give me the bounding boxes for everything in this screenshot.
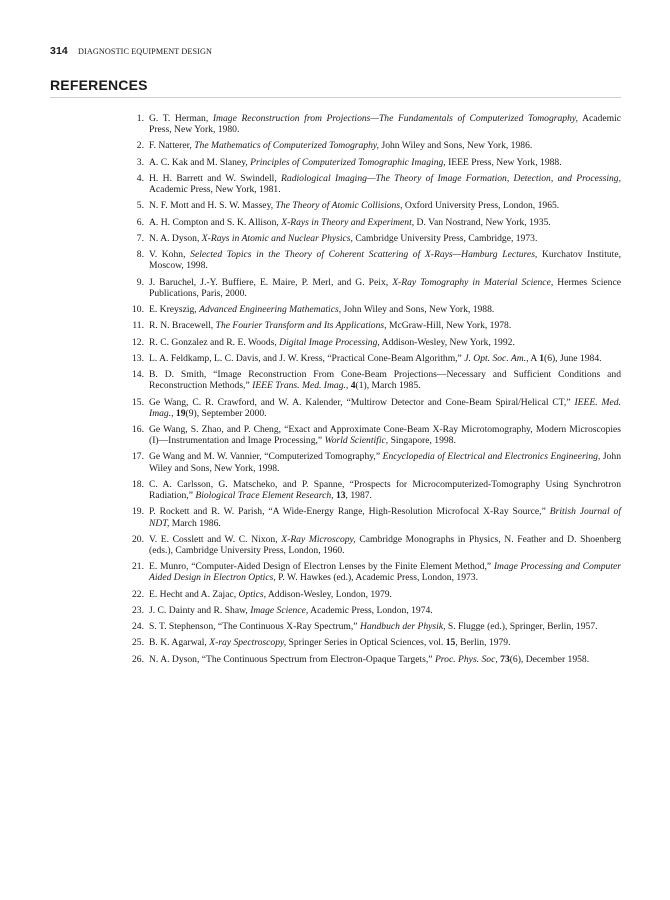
reference-number: 9. — [136, 276, 144, 288]
reference-title: X-Rays in Atomic and Nuclear Physics, — [201, 232, 353, 244]
reference-text — [149, 534, 621, 556]
reference-item — [115, 605, 621, 616]
reference-number: 20. — [132, 533, 144, 545]
reference-segment: Oxford University Press, London, 1965. — [402, 200, 560, 212]
reference-segment: Academic Press, London, 1974. — [308, 604, 433, 616]
reference-segment: D. Van Nostrand, New York, 1935. — [414, 216, 551, 228]
reference-segment: Hermes Science Publications, Paris, 2000. — [149, 276, 621, 299]
reference-text — [149, 337, 515, 348]
reference-segment: N. F. Mott and H. S. W. Massey, — [149, 200, 276, 212]
reference-title: Radiological Imaging—The Theory of Image Formation, Detection, and Processing, — [281, 172, 621, 184]
reference-title: Optics, — [238, 588, 266, 600]
reference-segment: John Wiley and Sons, New York, 1998. — [149, 451, 622, 474]
reference-text — [149, 249, 621, 271]
reference-segment: A. H. Compton and S. K. Allison, — [149, 216, 282, 228]
reference-segment: John Wiley and Sons, New York, 1986. — [379, 140, 533, 152]
reference-segment: E. Hecht and A. Zajac, — [149, 588, 239, 600]
reference-item — [115, 337, 621, 348]
reference-item — [115, 451, 621, 473]
reference-title: Handbuch der Physik, — [359, 621, 446, 633]
reference-segment: (9), September 2000. — [185, 407, 267, 419]
reference-text — [149, 113, 621, 135]
reference-item — [115, 534, 621, 556]
reference-text — [149, 353, 602, 364]
reference-item — [115, 654, 621, 665]
reference-segment: P. Rockett and R. W. Parish, “A Wide-Energy Range, High-Resolution Microfocal X-Ray Source,” — [149, 506, 550, 518]
reference-item — [115, 200, 621, 211]
reference-segment: Addison-Wesley, London, 1979. — [265, 588, 392, 600]
reference-segment: Kurchatov Institute, Moscow, 1998. — [149, 249, 622, 272]
reference-number: 7. — [136, 232, 144, 244]
reference-segment: Ge Wang and M. W. Vannier, “Computerized Tomography,” — [149, 451, 383, 463]
reference-segment: A. C. Kak and M. Slaney, — [149, 156, 251, 168]
reference-item — [115, 479, 621, 501]
reference-title: Principles of Computerized Tomographic Imaging, — [250, 156, 446, 168]
reference-number: 18. — [132, 478, 144, 490]
reference-volume: 13 — [335, 490, 346, 502]
reference-item — [115, 277, 621, 299]
reference-item — [115, 589, 621, 600]
reference-item — [115, 249, 621, 271]
reference-segment: , Berlin, 1979. — [455, 637, 511, 649]
reference-title: World Scientific, — [324, 435, 389, 447]
reference-number: 17. — [132, 451, 144, 463]
reference-title: X-Rays in Theory and Experiment, — [281, 216, 415, 228]
reference-segment: Cambridge Monographs in Physics, N. Feather and D. Shoenberg (eds.), Cambridge University Press, London, 1960. — [149, 533, 622, 556]
reference-item — [115, 233, 621, 244]
reference-title: IEEE Trans. Med. Imag., — [252, 380, 349, 392]
reference-volume: 1 — [539, 352, 544, 364]
reference-text — [149, 140, 532, 151]
reference-text — [149, 397, 621, 419]
reference-text — [149, 277, 621, 299]
running-title: DIAGNOSTIC EQUIPMENT DESIGN — [78, 47, 213, 56]
section-heading: REFERENCES — [50, 77, 148, 93]
reference-number: 8. — [136, 249, 144, 261]
reference-title: IEEE. Med. Imag., — [149, 396, 621, 419]
heading-rule — [50, 97, 621, 98]
reference-text — [149, 233, 537, 244]
reference-text — [149, 589, 392, 600]
reference-text — [149, 304, 494, 315]
reference-number: 1. — [136, 113, 144, 124]
reference-segment: E. Munro, “Computer-Aided Design of Electron Lenses by the Finite Element Method,” — [149, 561, 494, 573]
reference-segment: J. C. Dainty and R. Shaw, — [149, 604, 251, 616]
reference-text — [149, 173, 621, 195]
reference-segment: N. A. Dyson, “The Continuous Spectrum from Electron-Opaque Targets,” — [149, 653, 435, 665]
reference-number: 10. — [132, 304, 144, 316]
reference-title: British Journal of NDT, — [149, 506, 621, 529]
reference-text — [149, 451, 621, 473]
reference-list — [115, 113, 621, 670]
reference-text — [149, 157, 562, 168]
reference-segment: F. Natterer, — [149, 140, 195, 152]
reference-item — [115, 621, 621, 632]
reference-text — [149, 200, 559, 211]
reference-volume: 73 — [500, 653, 510, 665]
reference-number: 23. — [132, 604, 144, 616]
reference-title: Biological Trace Element Research, — [195, 490, 334, 502]
reference-text — [149, 506, 621, 528]
reference-title: J. Opt. Soc. Am., — [464, 352, 529, 364]
reference-item — [115, 561, 621, 583]
reference-segment: E. Kreyszig, — [149, 304, 200, 316]
reference-title: X-ray Spectroscopy, — [209, 637, 287, 649]
reference-text — [149, 320, 511, 331]
reference-text — [149, 479, 621, 501]
reference-segment: Ge Wang, C. R. Crawford, and W. A. Kalender, “Multirow Detector and Cone-Beam Spiral/Helical CT,” — [149, 396, 575, 408]
reference-segment: (6), December 1958. — [509, 653, 590, 665]
reference-item — [115, 424, 621, 446]
reference-segment: S. T. Stephenson, “The Continuous X-Ray Spectrum,” — [149, 621, 360, 633]
reference-title: Image Science, — [250, 604, 309, 616]
reference-segment: N. A. Dyson, — [149, 232, 202, 244]
reference-item — [115, 320, 621, 331]
reference-volume: 4 — [350, 380, 356, 392]
reference-number: 2. — [136, 140, 144, 152]
reference-text — [149, 654, 589, 665]
reference-title: Image Processing and Computer Aided Design in Electron Optics, — [149, 561, 622, 584]
reference-item — [115, 140, 621, 151]
reference-segment: Cambridge University Press, Cambridge, 1973. — [352, 232, 538, 244]
reference-title: The Mathematics of Computerized Tomography, — [194, 140, 380, 152]
reference-segment: McGraw-Hill, New York, 1978. — [386, 320, 512, 332]
reference-segment: L. A. Feldkamp, L. C. Davis, and J. W. Kress, “Practical Cone-Beam Algorithm,” — [149, 352, 465, 364]
reference-segment: S. Flugge (ed.), Springer, Berlin, 1957. — [445, 621, 598, 633]
reference-title: Advanced Engineering Mathematics, — [199, 304, 342, 316]
reference-segment: Addison-Wesley, New York, 1992. — [379, 336, 515, 348]
reference-number: 11. — [132, 320, 144, 332]
reference-title: Encyclopedia of Electrical and Electronics Engineering, — [382, 451, 601, 463]
reference-item — [115, 506, 621, 528]
reference-text — [149, 217, 551, 228]
reference-segment: H. H. Barrett and W. Swindell, — [149, 172, 282, 184]
reference-text — [149, 424, 621, 446]
reference-item — [115, 157, 621, 168]
reference-segment: R. N. Bracewell, — [149, 320, 216, 332]
reference-title: Selected Topics in the Theory of Coherent Scattering of X-Rays—Hamburg Lectures, — [190, 249, 538, 261]
reference-text — [149, 561, 621, 583]
reference-segment: (1), March 1985. — [355, 380, 421, 392]
reference-number: 5. — [136, 200, 144, 212]
reference-item — [115, 173, 621, 195]
reference-text — [149, 605, 433, 616]
running-head — [50, 45, 212, 57]
reference-number: 6. — [136, 216, 144, 228]
reference-volume: 19 — [175, 407, 186, 419]
reference-segment: Springer Series in Optical Sciences, vol. — [286, 637, 446, 649]
reference-number: 21. — [132, 561, 144, 573]
reference-number: 12. — [132, 336, 144, 348]
reference-title: Digital Image Processing, — [279, 336, 380, 348]
reference-segment: Academic Press, New York, 1981. — [149, 184, 281, 196]
reference-number: 25. — [132, 637, 144, 649]
reference-number: 22. — [132, 588, 144, 600]
reference-text — [149, 369, 621, 391]
reference-segment: P. W. Hawkes (ed.), Academic Press, London, 1973. — [275, 572, 478, 584]
reference-title: X-Ray Tomography in Material Science, — [392, 276, 554, 288]
page-number: 314 — [50, 45, 68, 57]
reference-segment: (6), June 1984. — [544, 352, 602, 364]
reference-number: 19. — [132, 506, 144, 518]
reference-segment: A — [528, 352, 540, 364]
reference-number: 26. — [132, 653, 144, 665]
reference-item — [115, 397, 621, 419]
reference-number: 3. — [136, 156, 144, 168]
reference-text — [149, 637, 511, 648]
reference-segment: C. A. Carlsson, G. Matscheko, and P. Spanne, “Prospects for Microcomputerized-Tomography Using Synchrotron Radiation,” — [149, 478, 621, 502]
reference-title: X-Ray Microscopy, — [281, 533, 356, 545]
reference-number: 4. — [136, 172, 144, 184]
reference-segment: V. E. Cosslett and W. C. Nixon, — [149, 533, 282, 545]
reference-number: 13. — [132, 352, 144, 364]
reference-segment: J. Baruchel, J.-Y. Buffiere, E. Maire, P. Merl, and G. Peix, — [149, 276, 393, 288]
reference-title: Proc. Phys. Soc, — [434, 653, 498, 665]
reference-item — [115, 113, 621, 135]
reference-volume: 15 — [445, 637, 456, 649]
reference-item — [115, 217, 621, 228]
reference-segment: , 1987. — [345, 490, 372, 502]
reference-segment: G. T. Herman, — [149, 113, 213, 124]
reference-number: 14. — [132, 369, 144, 381]
reference-text — [149, 621, 598, 632]
reference-item — [115, 369, 621, 391]
reference-number: 24. — [132, 621, 144, 633]
reference-number: 15. — [132, 396, 144, 408]
reference-title: Image Reconstruction from Projections—The Fundamentals of Computerized Tomography, — [212, 113, 579, 124]
reference-item — [115, 304, 621, 315]
reference-segment: John Wiley and Sons, New York, 1988. — [341, 304, 495, 316]
reference-segment: March 1986. — [169, 517, 221, 529]
reference-segment: Singapore, 1998. — [388, 435, 456, 447]
reference-segment: B. D. Smith, “Image Reconstruction From Cone-Beam Projections—Necessary and Sufficient Conditions and Reconstruction Methods,” — [149, 369, 621, 392]
reference-title: The Theory of Atomic Collisions, — [275, 200, 403, 212]
reference-item — [115, 637, 621, 648]
reference-segment: Ge Wang, S. Zhao, and P. Cheng, “Exact and Approximate Cone-Beam X-Ray Microtomography, Modern Microscopies (I)—Instrumentation and Image Processing,” — [149, 423, 621, 447]
reference-segment: B. K. Agarwal, — [149, 637, 210, 649]
reference-segment: Academic Press, New York, 1980. — [149, 113, 621, 136]
reference-segment: V. Kohn, — [149, 249, 191, 261]
reference-title: The Fourier Transform and Its Applications, — [215, 320, 387, 332]
reference-segment: R. C. Gonzalez and R. E. Woods, — [149, 336, 280, 348]
reference-segment: IEEE Press, New York, 1988. — [445, 156, 562, 168]
reference-item — [115, 353, 621, 364]
reference-number: 16. — [132, 423, 144, 435]
